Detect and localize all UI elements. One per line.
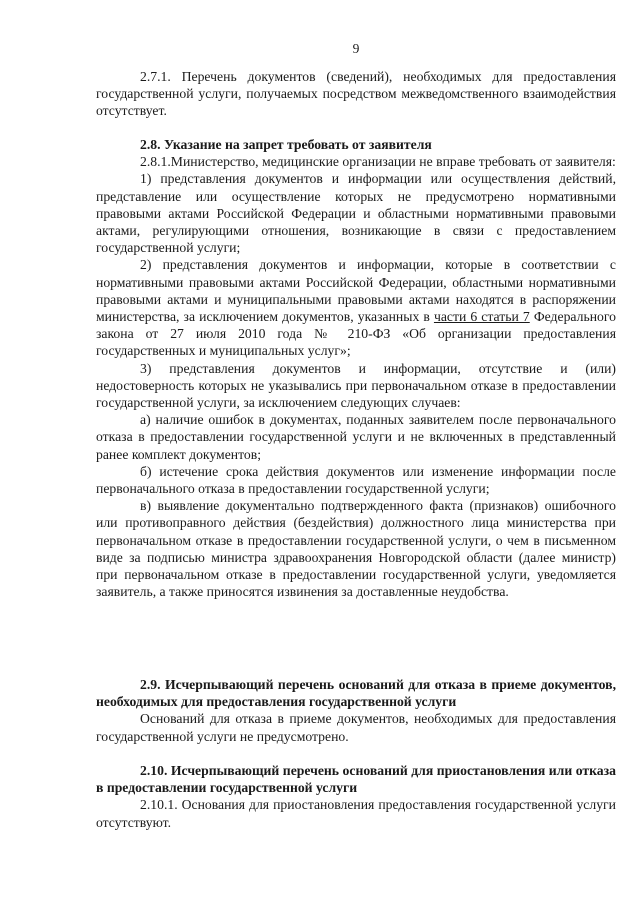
heading-2-10: 2.10. Исчерпывающий перечень оснований для приостановления или отказа в предоставлении государственной услуги xyxy=(96,763,616,796)
heading-2-8: 2.8. Указание на запрет требовать от заявителя xyxy=(140,137,432,152)
list-item-3: 3) представления документов и информации, отсутствие и (или) недостоверность которых не указывались при первоначальном отказе в предоставлении государственной услуги, за исключением следующих случаев: xyxy=(96,360,616,411)
list-item-3b: б) истечение срока действия документов или изменение информации после первоначального отказа в предоставлении государственной услуги; xyxy=(96,463,616,497)
section-2-7-1 xyxy=(96,68,616,120)
heading-2-9: 2.9. Исчерпывающий перечень оснований для отказа в приеме документов, необходимых для предоставления государственной услуги xyxy=(96,677,616,710)
list-item-2-text-end: Федерального закона от 27 июля 2010 года № 210-ФЗ «Об организации предоставления государственных и муниципальных услуг»; xyxy=(96,309,616,359)
paragraph-2-7-1: 2.7.1. Перечень документов (сведений), необходимых для предоставления государственной услуги, получаемых посредством межведомственного взаимодействия отсутствует. xyxy=(96,69,616,119)
page-number: 9 xyxy=(352,41,360,56)
list-item-3c: в) выявление документально подтвержденного факта (признаков) ошибочного или противоправного действия (бездействия) должностного лица министерства при первоначальном отказе в предоставлении государственной услуги, о чем в письменном виде за подписью министра здравоохранения Новгородской области (далее министр) при первоначальном отказе в предоставлении государственной услуги, уведомляется заявитель, а также приносятся извинения за доставленные неудобства. xyxy=(96,498,616,600)
list-item-3a: а) наличие ошибок в документах, поданных заявителем после первоначального отказа в предоставлении государственной услуги и не включенных в представленный ранее комплект документов; xyxy=(96,412,616,462)
list-item-2-text-start: 2) представления документов и информации, которые в соответствии с нормативными правовыми актами Российской Федерации, областными нормативными правовыми актами и муниципальными правовыми актами находятся в распоряжении министерства, за исключением документов, указанных в xyxy=(96,257,616,325)
section-2-10 xyxy=(96,762,616,831)
section-2-9 xyxy=(96,676,616,745)
paragraph-2-9: Оснований для отказа в приеме документов, необходимых для предоставления государственной услуги не предусмотрено. xyxy=(96,711,616,744)
paragraph-2-8-1: 2.8.1.Министерство, медицинские организации не вправе требовать от заявителя: xyxy=(140,154,616,170)
list-item-2 xyxy=(96,256,616,359)
list-item-1: 1) представления документов и информации или осуществления действий, представление или осуществление которых не предусмотрено нормативными правовыми актами Российской Федерации и областными нормативными правовыми актами, регулирующими отношения, возникающие в связи с предоставлением государственной услуги; xyxy=(96,171,616,256)
section-2-8 xyxy=(96,136,616,600)
law-reference-link[interactable]: части 6 статьи 7 xyxy=(433,309,530,325)
paragraph-2-10-1: 2.10.1. Основания для приостановления предоставления государственной услуги отсутствуют. xyxy=(96,797,616,830)
